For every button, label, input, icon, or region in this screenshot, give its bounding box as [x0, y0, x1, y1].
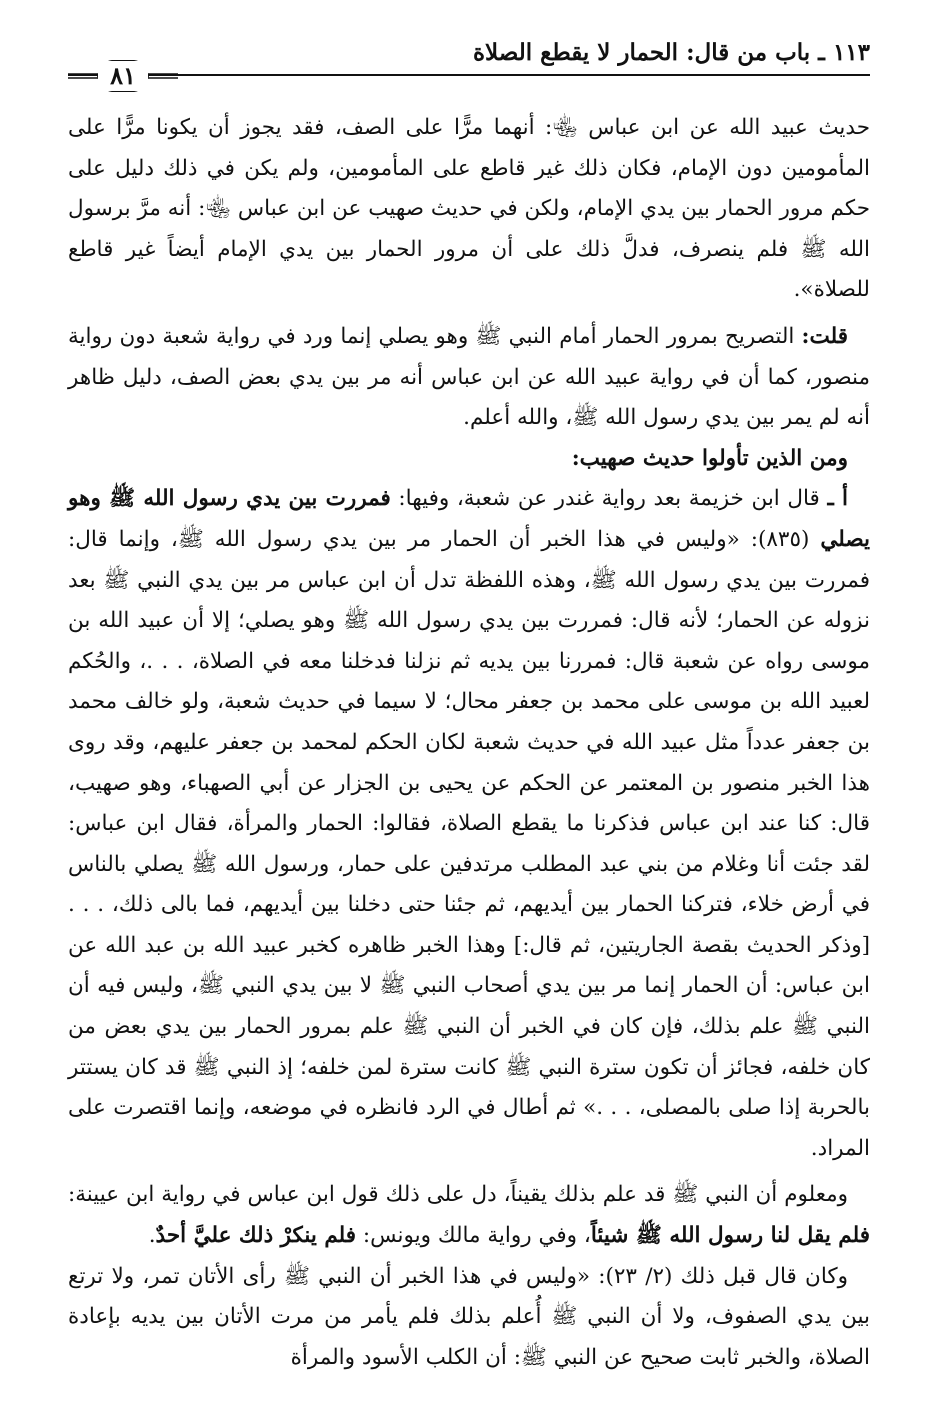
paragraph-4-quote-2: فلم ينكرْ ذلك عليَّ أحدٌ — [155, 1223, 357, 1249]
paragraph-4 — [68, 1175, 870, 1256]
page-body — [68, 108, 870, 1378]
paragraph-2-text: التصريح بمرور الحمار أمام النبي ﷺ وهو يصلي إنما ورد في رواية شعبة دون رواية منصور، كما أن في رواية عبيد الله عن ابن عباس أنه مر بين يدي بعض الصف، دليل ظاهر أنه لم يمر بين يدي رسول الله ﷺ، والله أعلم. — [68, 323, 870, 431]
paragraph-4-text-a: ومعلوم أن النبي ﷺ قد علم بذلك يقيناً، دل على ذلك قول ابن عباس في رواية ابن عيينة: — [68, 1182, 848, 1208]
section-heading: ومن الذين تأولوا حديث صهيب: — [571, 445, 848, 471]
item-marker-alef: أ ـ — [827, 486, 848, 512]
paragraph-3-text-b: (٨٣٥): «وليس في هذا الخبر أن الحمار مر بين يدي رسول الله ﷺ، وإنما قال: فمررت بين يدي رسول الله ﷺ، وهذه اللفظة تدل أن ابن عباس مر بين يدي النبي ﷺ بعد نزوله عن الحمار؛ لأنه قال: فمررت بين يدي رسول الله ﷺ وهو يصلي؛ إلا أن عبيد الله بن موسى رواه عن شعبة قال: فمررنا بين يديه ثم نزلنا فدخلنا معه في الصلاة، . . .، والحُكم لعبيد الله بن موسى على محمد بن جعفر محال؛ لا سيما في حديث شعبة، ولو خالف محمد بن جعفر عدداً مثل عبيد الله في حديث شعبة لكان الحكم لمحمد بن جعفر عليهم، وقد روى هذا الخبر منصور بن المعتمر عن الحكم عن يحيى بن الجزار عن أبي الصهباء، وهو صهيب، قال: كنا عند ابن عباس فذكرنا ما يقطع الصلاة، فقالوا: الحمار والمرأة، فقال ابن عباس: لقد جئت أنا وغلام من بني عبد المطلب مرتدفين على حمار، ورسول الله ﷺ يصلي بالناس في أرض خلاء، فتركنا الحمار بين أيديهم، ثم جئنا حتى دخلنا بين أيديهم، فما بالى ذلك، . . . [وذكر الحديث بقصة الجاريتين، ثم قال:] وهذا الخبر ظاهره كخبر عبيد الله بن عبد الله عن ابن عباس: أن الحمار إنما مر بين يدي أصحاب النبي ﷺ لا بين يدي النبي ﷺ، وليس فيه أن النبي ﷺ علم بذلك، فإن كان في الخبر أن النبي ﷺ علم بمرور الحمار بين يدي بعض من كان خلفه، فجائز أن تكون سترة النبي ﷺ كانت سترة لمن خلفه؛ إذ النبي ﷺ قد كان يستتر بالحربة إذا صلى بالمصلى، . . .» ثم أطال في الرد فانظره في موضعه، وإنما اقتصرت على المراد. — [68, 526, 870, 1161]
page-number: ٨١ — [98, 61, 148, 91]
paragraph-5: وكان قال قبل ذلك (٢/ ٢٣): «وليس في هذا الخبر أن النبي ﷺ رأى الأتان تمر، ولا ترتع بين يدي الصفوف، ولا أن النبي ﷺ أُعلم بذلك فلم يأمر من مرت الأتان بين يديه بإعادة الصلاة، والخبر ثابت صحيح عن النبي ﷺ: أن الكلب الأسود والمرأة — [68, 1263, 870, 1370]
page-number-ornament — [68, 58, 178, 94]
paragraph-3-text-a: قال ابن خزيمة بعد رواية غندر عن شعبة، وفيها: — [390, 486, 828, 512]
paragraph-2 — [68, 317, 870, 439]
paragraph-4-text-c: . — [148, 1223, 156, 1249]
paragraph-3 — [68, 479, 870, 1169]
paragraph-4-quote-1: فلم يقل لنا رسول الله ﷺ شيئاً — [590, 1223, 870, 1249]
paragraph-1: حديث عبيد الله عن ابن عباس ﵄: أنهما مرًّا على الصف، فقد يجوز أن يكونا مرًّا على المأمومين دون الإمام، فكان ذلك غير قاطع على المأمومين، ولم يكن في ذلك دليل على حكم مرور الحمار بين يدي الإمام، ولكن في حديث صهيب عن ابن عباس ﵄: أنه مرَّ برسول الله ﷺ فلم ينصرف، فدلَّ ذلك على أن مرور الحمار بين يدي الإمام أيضاً غير قاطع للصلاة». — [68, 115, 870, 303]
running-title: ١١٣ ـ باب من قال: الحمار لا يقطع الصلاة — [473, 39, 870, 66]
paragraph-3-quote: فمررت بين يدي رسول الله ﷺ وهو يصلي — [68, 486, 870, 552]
qultu-label: قلت: — [801, 323, 848, 349]
header-rule — [68, 74, 870, 76]
paragraph-4-text-b: ، وفي رواية مالك ويونس: — [356, 1223, 591, 1249]
page-header — [68, 38, 870, 96]
